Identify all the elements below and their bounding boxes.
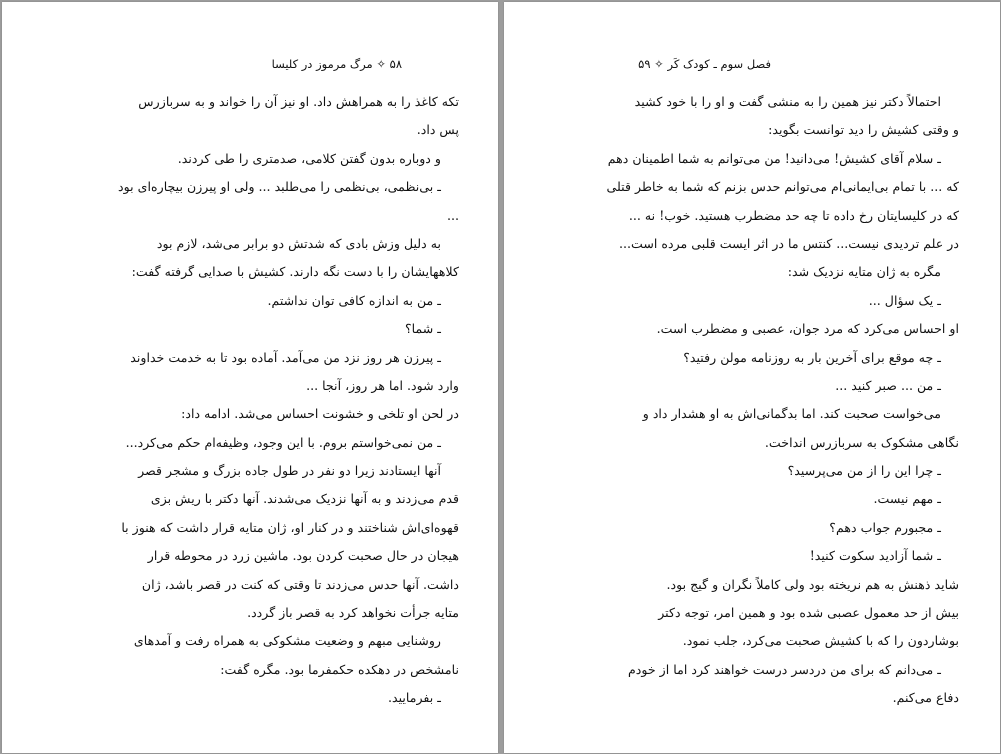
text-line: ـ من ... صبر کنید ... — [835, 377, 941, 393]
text-line: ... — [446, 207, 459, 223]
text-line: ـ سلام آقای کشیش! می‌دانید! من می‌توانم به شما اطمینان دهم — [607, 150, 941, 166]
text-line: و دوباره بدون گفتن کلامی، صدمتری را طی کردند. — [177, 150, 441, 166]
text-line: مگره به ژان متایه نزدیک شد: — [787, 264, 941, 280]
text-line: ـ مهم نیست. — [873, 491, 941, 507]
text-line: احتمالاً دکتر نیز همین را به منشی گفت و او را با خود کشید — [634, 94, 941, 109]
text-line: کلاههایشان را با دست نگه دارند. کشیش با صدایی گرفته گفت: — [131, 264, 459, 280]
text-line: وارد شود. اما هر روز، آنجا ... — [306, 377, 459, 393]
text-line: و وقتی کشیش را دید توانست بگوید: — [768, 122, 959, 138]
text-line: آنها ایستادند زیرا دو نفر در طول جاده بزرگ و مشجر قصر — [138, 463, 441, 479]
page-body — [46, 88, 459, 713]
text-line: ـ می‌دانم که برای من دردسر درست خواهند کرد اما از خودم — [627, 661, 941, 677]
running-header: ۵۸ ✧ مرگ مرموز در کلیسا — [271, 57, 402, 71]
text-line: ـ شما؟ — [404, 321, 441, 337]
text-line: ـ پیرزن هر روز نزد من می‌آمد. آماده بود تا به خدمت خداوند — [130, 349, 441, 365]
text-line: قهوه‌ای‌اش شناختند و در کنار او، ژان متایه قرار داشت که هنوز با — [121, 519, 459, 535]
text-line: نگاهی مشکوک به سربازرس انداخت. — [764, 434, 959, 450]
text-line: ـ مجبورم جواب دهم؟ — [829, 519, 941, 535]
text-line: که ... با تمام بی‌ایمانی‌ام می‌توانم حدس بزنم که شما به خاطر قتلی — [606, 179, 959, 195]
text-line: ـ چرا این را از من می‌پرسید؟ — [787, 463, 941, 479]
text-line: بیش از حد معمول عصبی شده بود و همین امر، توجه دکتر — [658, 605, 959, 621]
page-body — [588, 88, 959, 713]
text-line: ـ شما آزادید سکوت کنید! — [809, 548, 941, 564]
text-line: هیجان در حال صحبت کردن بود. ماشین زرد در محوطه قرار — [147, 548, 459, 564]
text-line: قدم می‌زدند و به آنها نزدیک می‌شدند. آنها دکتر با ریش بزی — [150, 491, 459, 507]
text-line: نامشخص در دهکده حکمفرما بود. مگره گفت: — [220, 661, 459, 677]
text-line: می‌خواست صحبت کند. اما بدگمانی‌اش به او هشدار داد و — [642, 406, 941, 422]
right-page — [504, 2, 1000, 753]
text-line: به دلیل وزش بادی که شدتش دو برابر می‌شد، لازم بود — [156, 235, 441, 251]
text-line: پس داد. — [416, 122, 459, 138]
left-page — [2, 2, 498, 753]
text-line: که در کلیسایتان رخ داده تا چه حد مضطرب هستید. خوب! نه ... — [628, 207, 959, 223]
text-line: تکه کاغذ را به همراهش داد. او نیز آن را خواند و به سربازرس — [138, 94, 459, 109]
text-line: ـ بفرمایید. — [387, 690, 441, 706]
text-line: او احساس می‌کرد که مرد جوان، عصبی و مضطرب است. — [656, 321, 959, 337]
text-line: در لحن او تلخی و خشونت احساس می‌شد. ادامه داد: — [181, 406, 459, 422]
text-line: متایه جرأت نخواهد کرد به قصر باز گردد. — [247, 605, 459, 621]
text-line: بوشاردون را که با کشیش صحبت می‌کرد، جلب نمود. — [682, 633, 959, 649]
text-line: روشنایی مبهم و وضعیت مشکوکی به همراه رفت و آمدهای — [133, 633, 441, 649]
text-line: ـ من به اندازه کافی توان نداشتم. — [267, 292, 441, 308]
text-line: ـ یک سؤال ... — [868, 292, 941, 308]
text-line: ـ من نمی‌خواستم بروم. با این وجود، وظیفه‌ام حکم می‌کرد... — [125, 434, 441, 450]
text-line: داشت. آنها حدس می‌زدند تا وقتی که کنت در قصر باشد، ژان — [141, 576, 459, 592]
text-line: ـ بی‌نظمی، بی‌نظمی را می‌طلبد ... ولی او پیرزن بیچاره‌ای بود — [118, 179, 441, 195]
text-line: در علم تردیدی نیست... کنتس ما در اثر ایست قلبی مرده است... — [618, 235, 959, 251]
running-header: فصل سوم ـ کودک کَر ✧ ۵۹ — [638, 57, 771, 71]
text-line: ـ چه موقع برای آخرین بار به روزنامه مولن رفتید؟ — [683, 349, 941, 365]
text-line: دفاع می‌کنم. — [892, 690, 959, 706]
text-line: شاید ذهنش به هم نریخته بود ولی کاملاً نگران و گیج بود. — [666, 576, 959, 592]
